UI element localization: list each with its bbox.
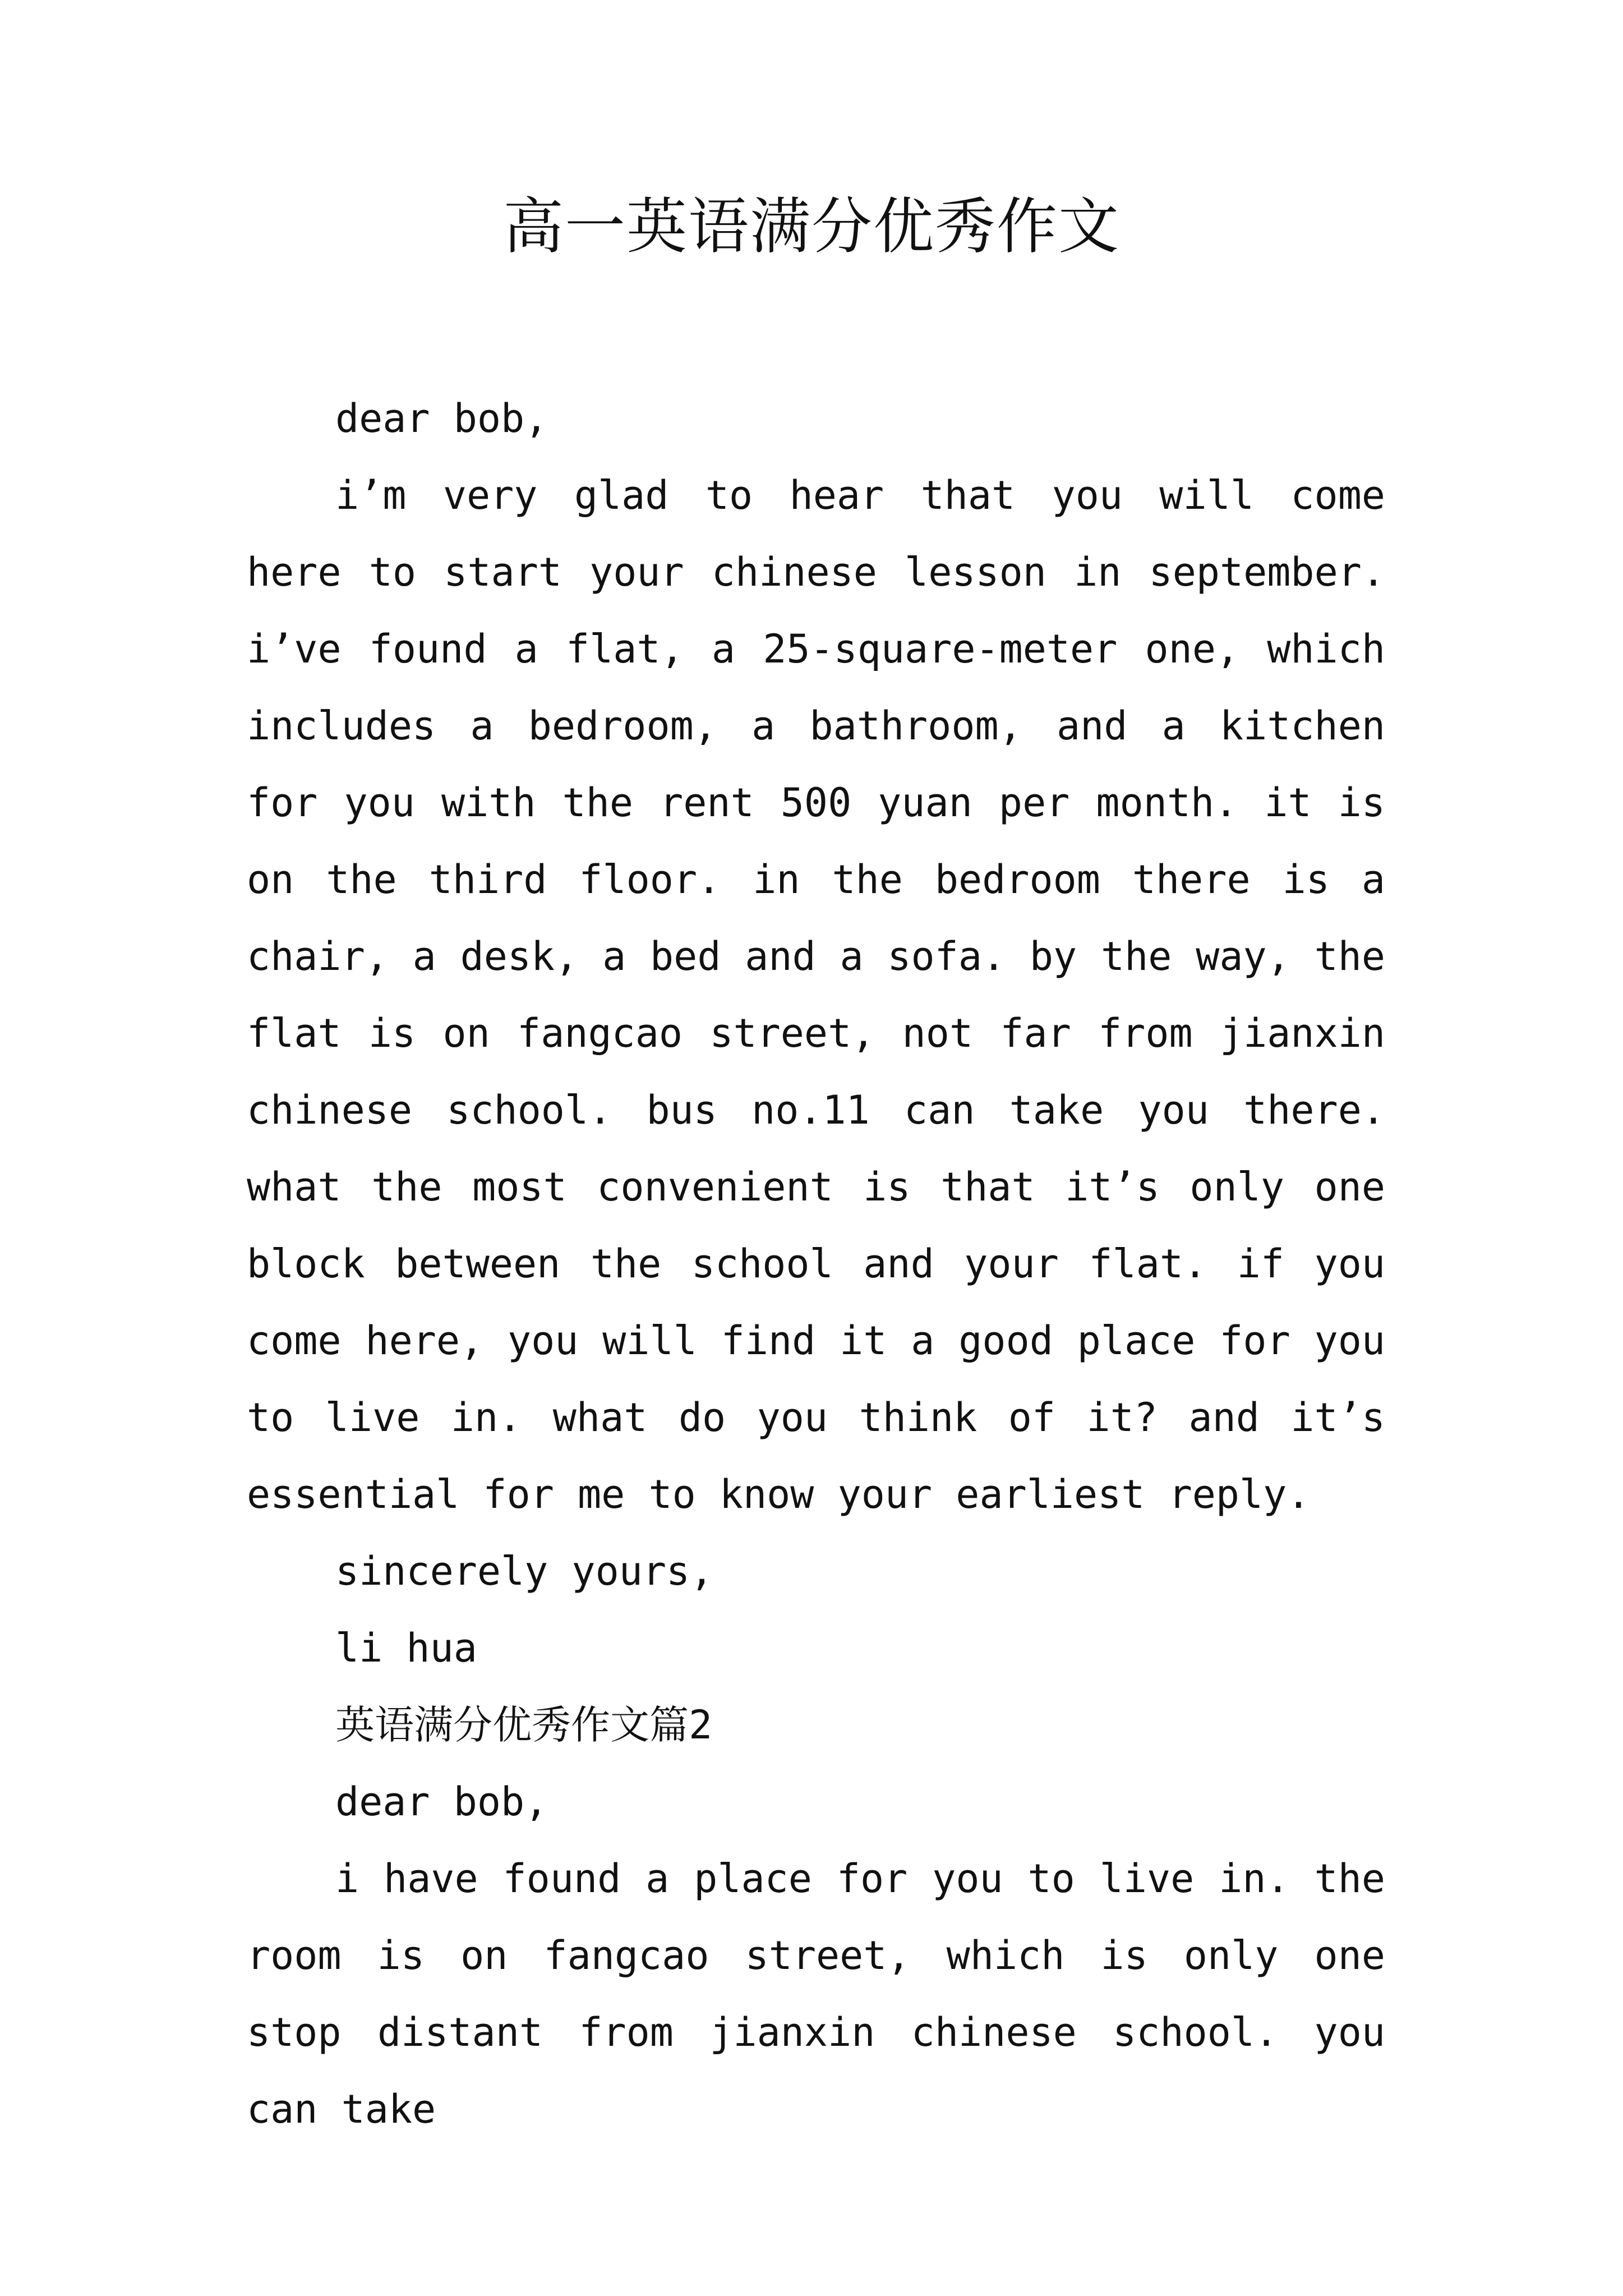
closing: sincerely yours, — [335, 1548, 714, 1594]
letter-body-paragraph: i’m very glad to hear that you will come here to start your chinese lesson in september. i’ve found a flat, a 25-square-meter one, which includes a bedroom, a bathroom, and a kitchen for you with the rent 500 yuan per month. it is on the third floor. in the bedroom there is a chair, a desk, a bed and a sofa. by the way, the flat is on fangcao street, not far from jianxin chinese school. bus no.11 can take you there. what the most convenient is that it’s only one block between the school and your flat. if you come here, you will find it a good place for you to live in. what do you think of it? and it’s essential for me to know your earliest reply. — [247, 472, 1385, 1517]
signature-name: li hua — [335, 1625, 477, 1671]
document-body — [247, 380, 1385, 2148]
salutation: dear bob, — [335, 1779, 548, 1825]
salutation: dear bob, — [335, 395, 548, 441]
section-heading: 英语满分优秀作文篇2 — [335, 1702, 713, 1748]
page-title: 高一英语满分优秀作文 — [502, 192, 1120, 262]
letter-body-paragraph: i have found a place for you to live in. the room is on fangcao street, which is only one stop distant from jianxin chinese school. you can take — [247, 1856, 1385, 2132]
